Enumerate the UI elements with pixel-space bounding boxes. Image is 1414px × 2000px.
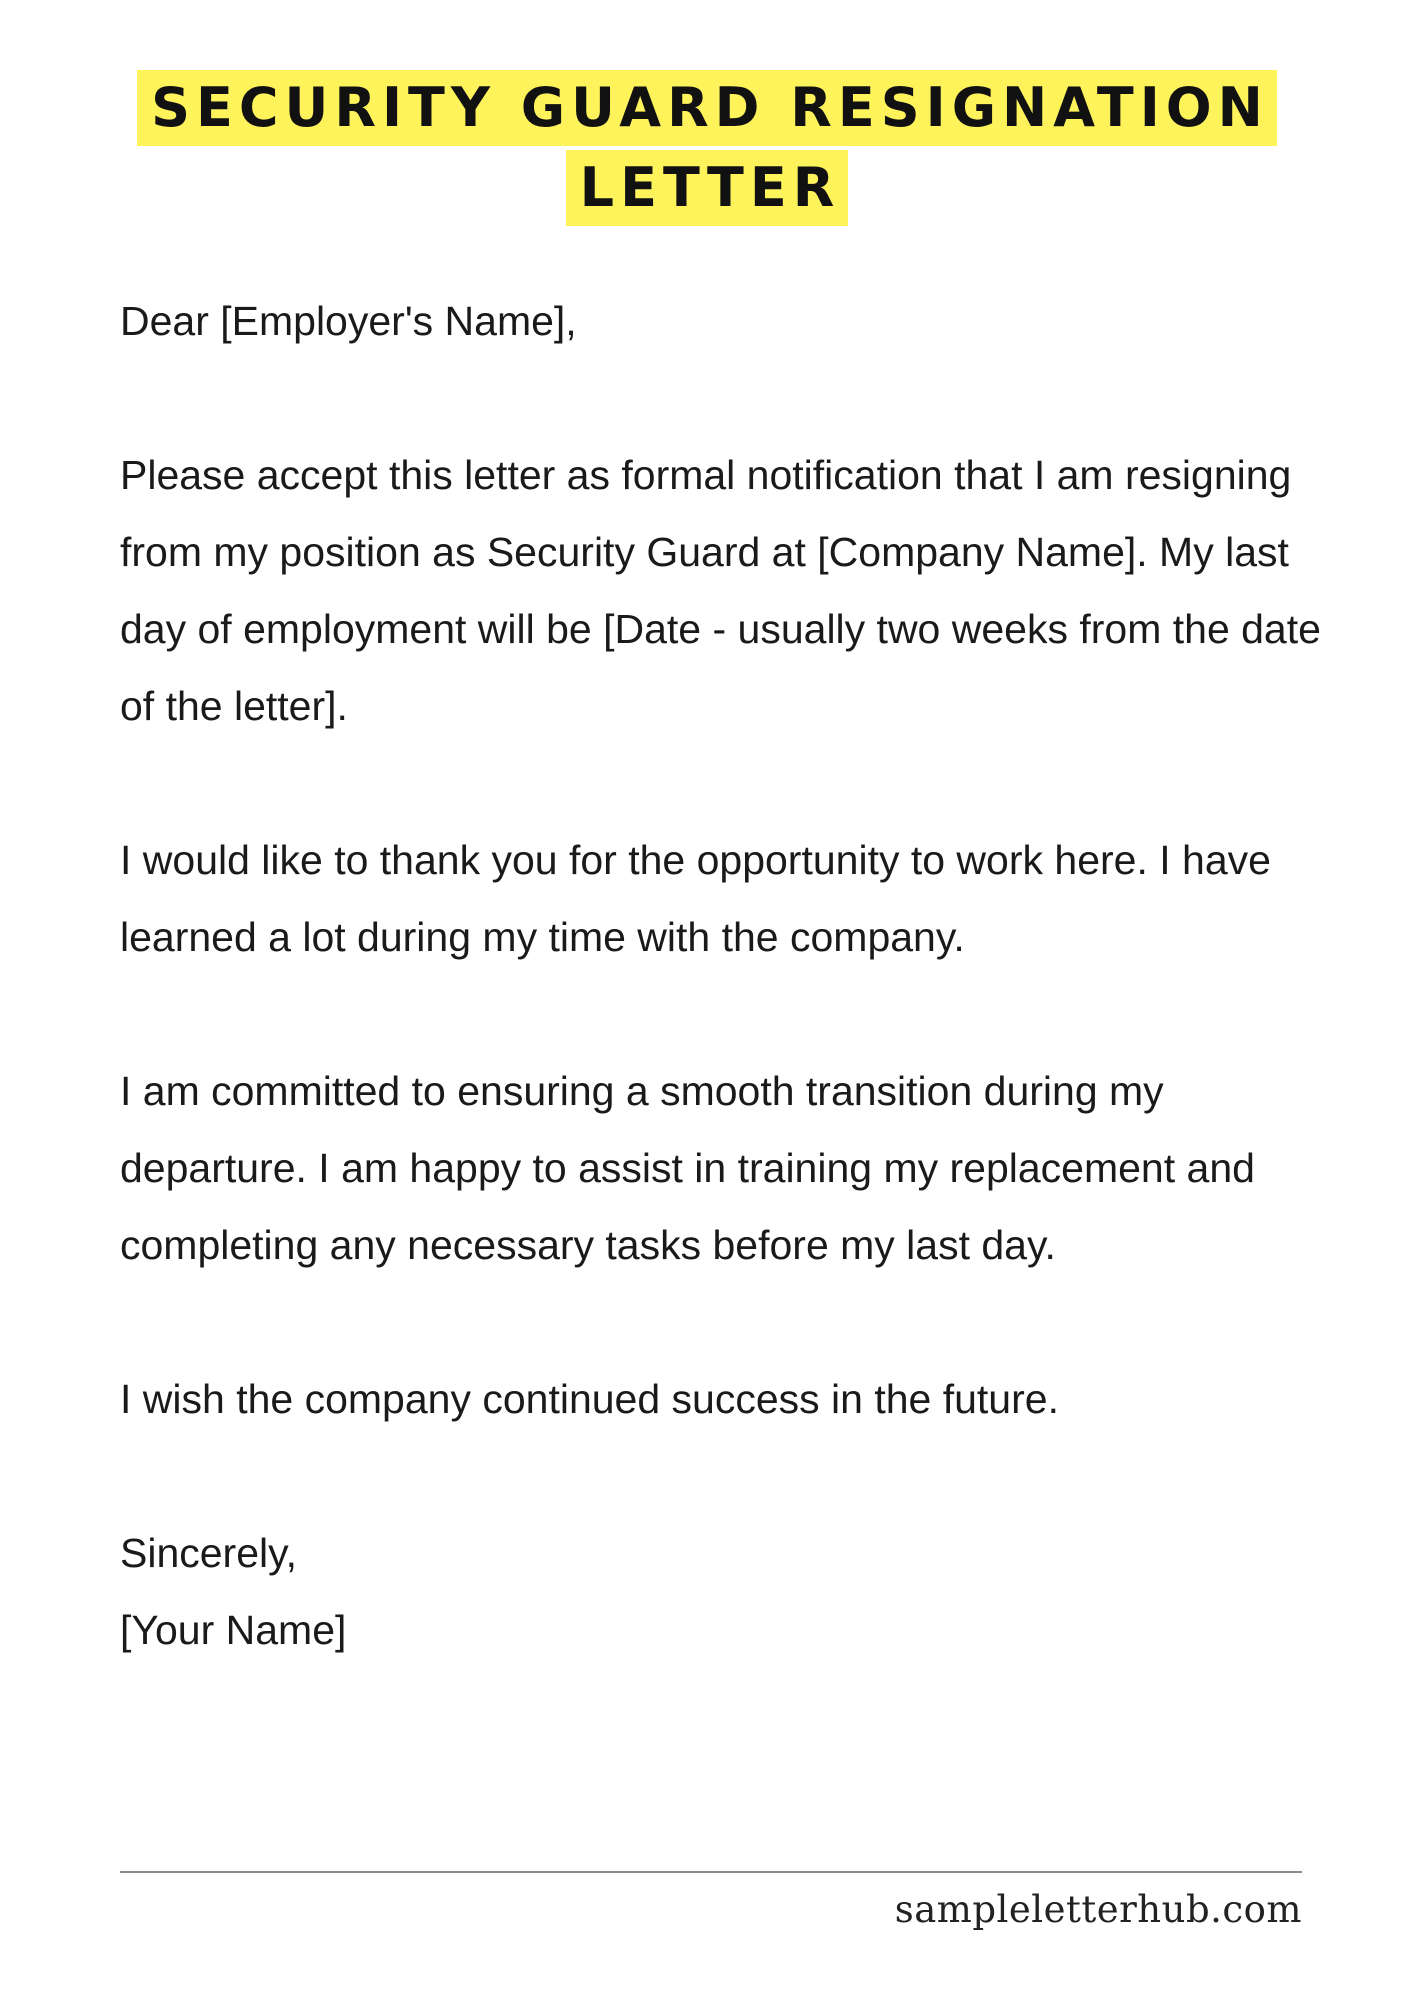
footer-site-name: sampleletterhub.com bbox=[894, 1888, 1302, 1931]
paragraph-1: Please accept this letter as formal notification that I am resigning from my position as Security Guard at [Company Name]. My last day of employment will be [Date - usually two weeks from the date of the letter]. bbox=[120, 452, 1321, 729]
title-line-2: LETTER bbox=[566, 150, 849, 226]
paragraph-2: I would like to thank you for the opportunity to work here. I have learned a lot during my time with the company. bbox=[120, 837, 1271, 960]
footer-divider bbox=[120, 1871, 1302, 1873]
salutation: Dear [Employer's Name], bbox=[120, 298, 577, 344]
paragraph-3: I am committed to ensuring a smooth transition during my departure. I am happy to assist in training my replacement and completing any necessary tasks before my last day. bbox=[120, 1068, 1255, 1268]
title-line-1: SECURITY GUARD RESIGNATION bbox=[137, 70, 1277, 146]
paragraph-4: I wish the company continued success in the future. bbox=[120, 1376, 1059, 1422]
signature: [Your Name] bbox=[120, 1607, 347, 1653]
closing: Sincerely, bbox=[120, 1530, 297, 1576]
letter-title bbox=[0, 70, 1414, 226]
letter-body bbox=[120, 283, 1360, 1669]
